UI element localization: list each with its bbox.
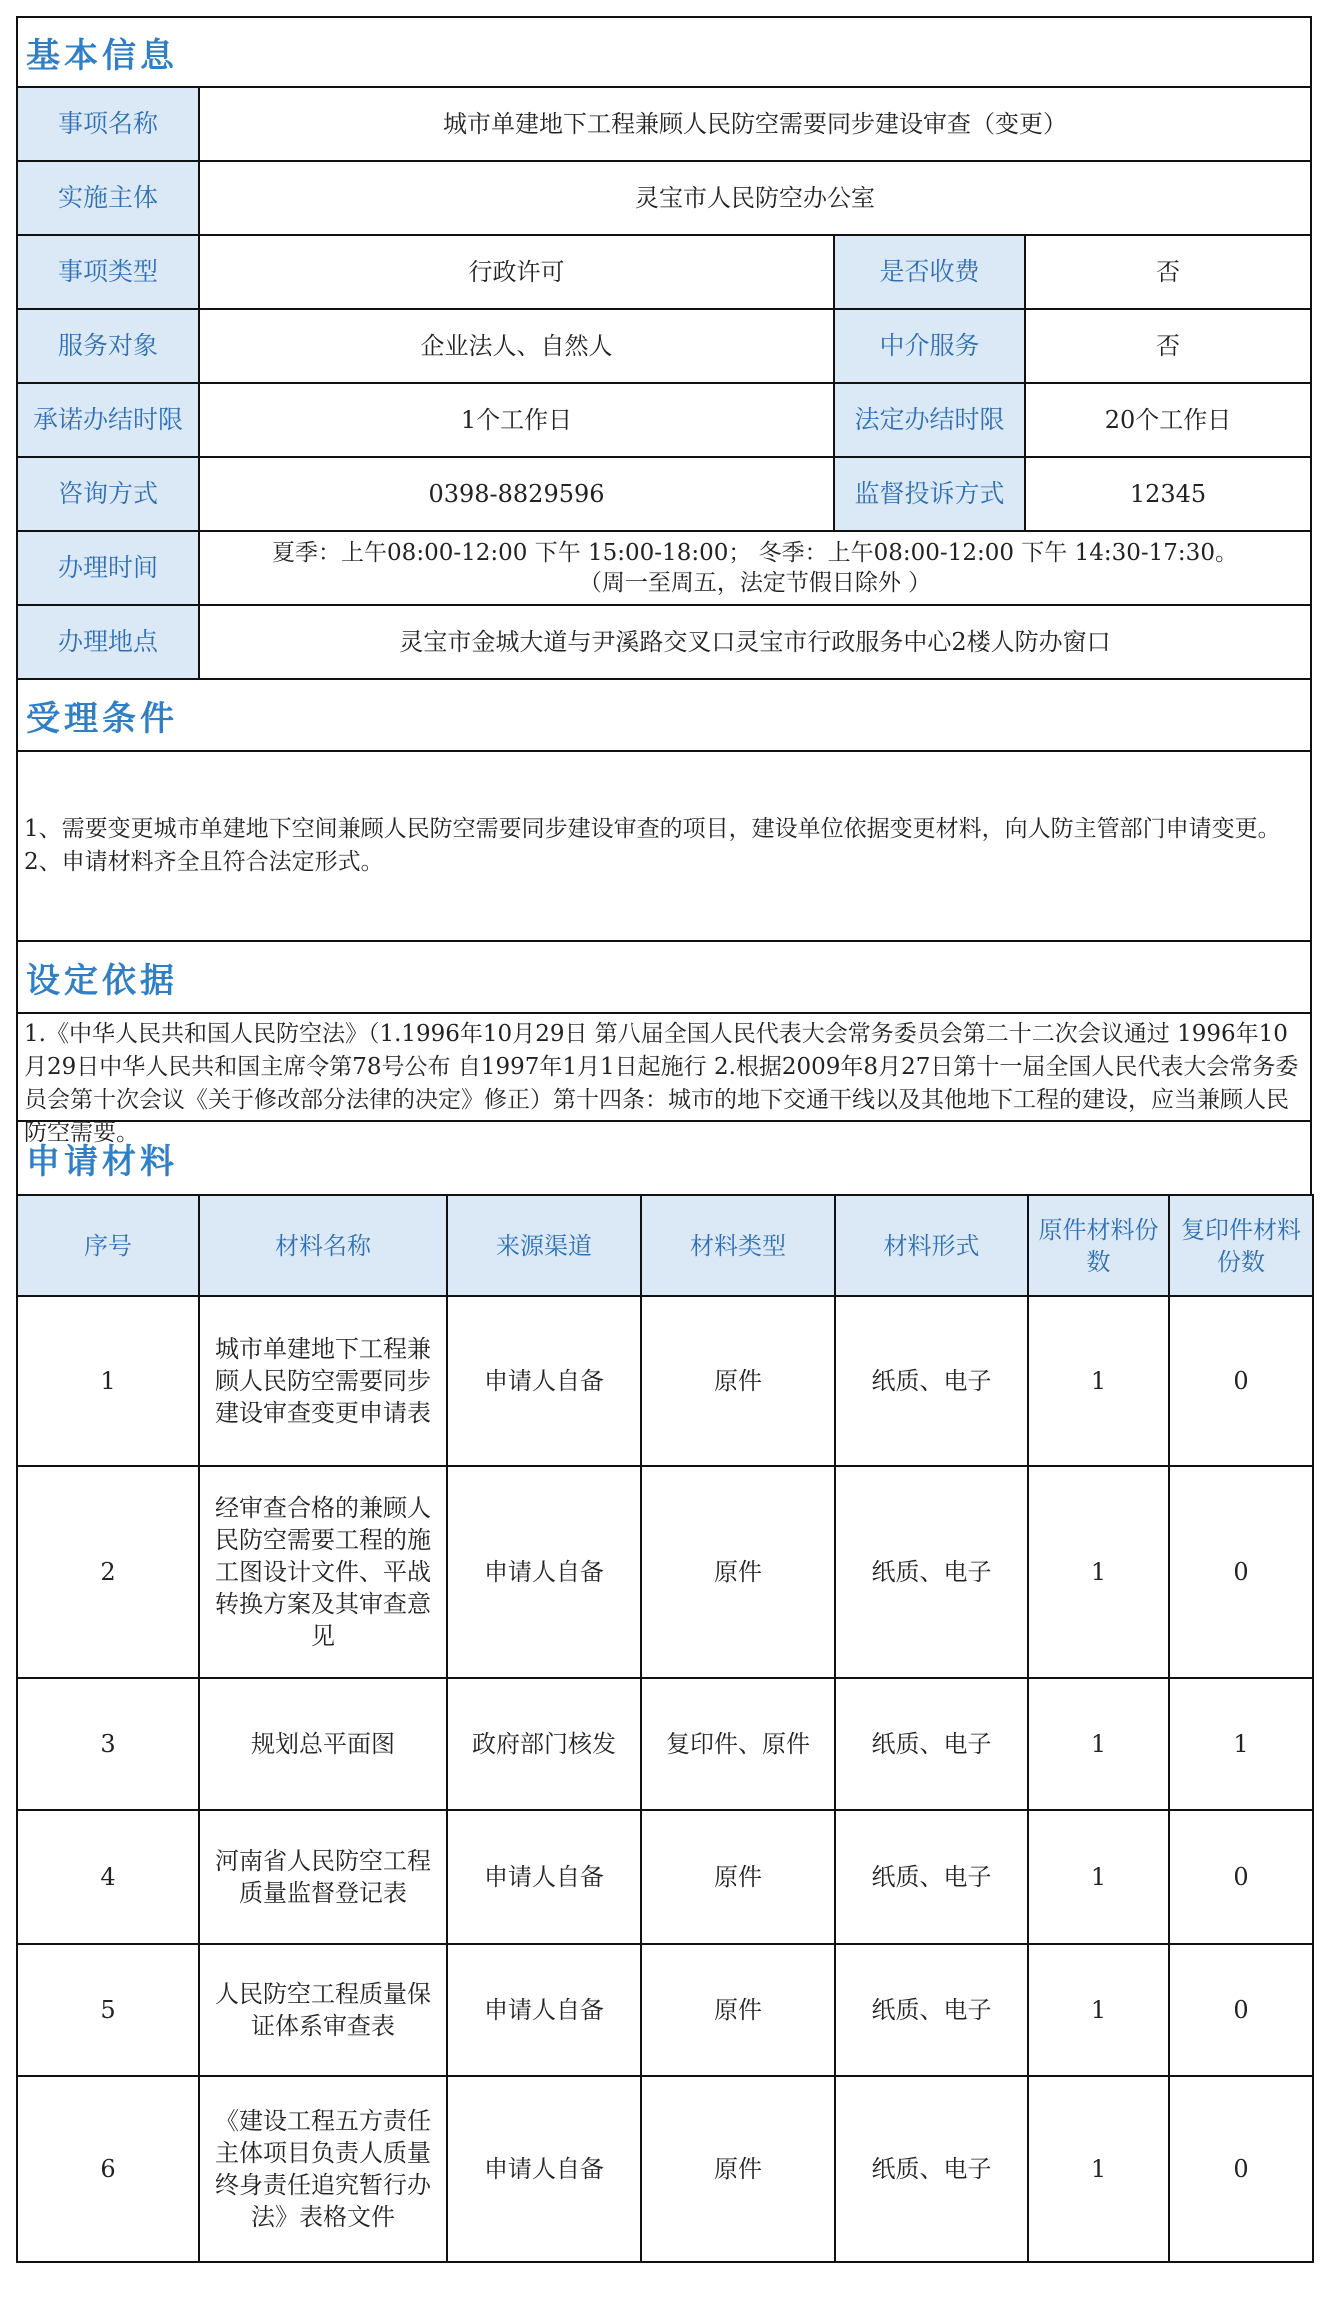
row-subject xyxy=(16,162,1312,236)
row-address xyxy=(16,606,1312,680)
row-type: 原件 xyxy=(641,1810,835,1944)
conditions-text xyxy=(16,752,1312,942)
agency-label: 中介服务 xyxy=(835,310,1026,382)
row-form: 纸质、电子 xyxy=(835,1944,1028,2076)
row-contact xyxy=(16,458,1312,532)
fee-value: 否 xyxy=(1156,258,1180,286)
row-material-name: 城市单建地下工程兼顾人民防空需要同步建设审查变更申请表 xyxy=(199,1296,447,1466)
row-material-name: 河南省人民防空工程质量监督登记表 xyxy=(199,1810,447,1944)
header-type: 材料类型 xyxy=(641,1195,835,1296)
row-source: 申请人自备 xyxy=(447,1944,641,2076)
table-row xyxy=(17,2076,1313,2262)
target-label: 服务对象 xyxy=(18,310,200,382)
hours-value xyxy=(200,532,1310,604)
header-source: 来源渠道 xyxy=(447,1195,641,1296)
row-source: 政府部门核发 xyxy=(447,1678,641,1810)
materials-header-row xyxy=(17,1195,1313,1296)
row-type: 复印件、原件 xyxy=(641,1678,835,1810)
row-form: 纸质、电子 xyxy=(835,1678,1028,1810)
row-original-count: 1 xyxy=(1028,1466,1169,1678)
consult-value: 0398-8829596 xyxy=(200,458,835,530)
row-original-count: 1 xyxy=(1028,2076,1169,2262)
promise-value: 1个工作日 xyxy=(200,384,835,456)
subject-value: 灵宝市人民防空办公室 xyxy=(635,184,875,212)
table-row xyxy=(17,1944,1313,2076)
row-form: 纸质、电子 xyxy=(835,1810,1028,1944)
address-label: 办理地点 xyxy=(18,606,200,678)
complaint-value: 12345 xyxy=(1129,480,1207,508)
header-form: 材料形式 xyxy=(835,1195,1028,1296)
item-name-value: 城市单建地下工程兼顾人民防空需要同步建设审查（变更） xyxy=(443,110,1067,138)
promise-label: 承诺办结时限 xyxy=(18,384,200,456)
row-index: 4 xyxy=(17,1810,199,1944)
address-value: 灵宝市金城大道与尹溪路交叉口灵宝市行政服务中心2楼人防办窗口 xyxy=(399,628,1111,656)
row-type: 原件 xyxy=(641,2076,835,2262)
table-row xyxy=(17,1678,1313,1810)
row-material-name: 规划总平面图 xyxy=(199,1678,447,1810)
section-basis xyxy=(16,942,1312,1014)
fee-label: 是否收费 xyxy=(835,236,1026,308)
row-original-count: 1 xyxy=(1028,1810,1169,1944)
row-copy-count: 0 xyxy=(1169,1466,1313,1678)
section-title: 受理条件 xyxy=(26,698,178,739)
row-source: 申请人自备 xyxy=(447,1466,641,1678)
basis-text xyxy=(16,1014,1312,1146)
consult-label: 咨询方式 xyxy=(18,458,200,530)
basis-paragraph: 1.《中华人民共和国人民防空法》（1.1996年10月29日 第八届全国人民代表大会常务委员会第二十二次会议通过 1996年10月29日中华人民共和国主席令第78号公布 自1997年1月1日起施行 2.根据2009年8月27日第十一届全国人民代表大会常务委员会第十次会议《关于修改部分法律的决定》修正）第十四条：城市的地下交通干线以及其他地下工程的建设，应当兼顾人民防空需要。 xyxy=(24,1021,1299,1146)
type-value: 行政许可 xyxy=(200,236,835,308)
row-type: 原件 xyxy=(641,1296,835,1466)
item-name-label: 事项名称 xyxy=(18,88,200,160)
hours-line-2: （周一至周五，法定节假日除外 ） xyxy=(578,570,932,596)
header-original-count: 原件材料份数 xyxy=(1028,1195,1169,1296)
header-name: 材料名称 xyxy=(199,1195,447,1296)
row-original-count: 1 xyxy=(1028,1678,1169,1810)
section-title: 基本信息 xyxy=(26,35,178,76)
agency-value: 否 xyxy=(1156,332,1180,360)
row-index: 6 xyxy=(17,2076,199,2262)
section-title: 设定依据 xyxy=(26,960,178,1001)
row-source: 申请人自备 xyxy=(447,2076,641,2262)
hours-line-1: 夏季：上午08:00-12:00 下午 15:00-18:00； 冬季：上午08:00-12:00 下午 14:30-17:30。 xyxy=(272,540,1238,566)
row-material-name: 人民防空工程质量保证体系审查表 xyxy=(199,1944,447,2076)
row-original-count: 1 xyxy=(1028,1944,1169,2076)
row-copy-count: 0 xyxy=(1169,1944,1313,2076)
type-label: 事项类型 xyxy=(18,236,200,308)
row-type: 原件 xyxy=(641,1466,835,1678)
row-item-name xyxy=(16,88,1312,162)
row-target xyxy=(16,310,1312,384)
row-copy-count: 0 xyxy=(1169,2076,1313,2262)
row-form: 纸质、电子 xyxy=(835,1466,1028,1678)
row-index: 1 xyxy=(17,1296,199,1466)
table-row xyxy=(17,1296,1313,1466)
conditions-paragraph: 1、需要变更城市单建地下空间兼顾人民防空需要同步建设审查的项目，建设单位依据变更材料，向人防主管部门申请变更。2、申请材料齐全且符合法定形式。 xyxy=(24,816,1281,875)
row-index: 5 xyxy=(17,1944,199,2076)
row-source: 申请人自备 xyxy=(447,1296,641,1466)
section-conditions xyxy=(16,680,1312,752)
materials-table xyxy=(16,1194,1314,2263)
legal-value: 20个工作日 xyxy=(1104,406,1232,434)
row-copy-count: 0 xyxy=(1169,1810,1313,1944)
row-form: 纸质、电子 xyxy=(835,1296,1028,1466)
complaint-label: 监督投诉方式 xyxy=(835,458,1026,530)
row-material-name: 经审查合格的兼顾人民防空需要工程的施工图设计文件、平战转换方案及其审查意见 xyxy=(199,1466,447,1678)
subject-label: 实施主体 xyxy=(18,162,200,234)
service-guide-sheet xyxy=(16,16,1312,2263)
section-title: 申请材料 xyxy=(26,1141,178,1182)
legal-label: 法定办结时限 xyxy=(835,384,1026,456)
header-copy-count: 复印件材料份数 xyxy=(1169,1195,1313,1296)
row-type: 原件 xyxy=(641,1944,835,2076)
row-time-limit xyxy=(16,384,1312,458)
hours-label: 办理时间 xyxy=(18,532,200,604)
header-index: 序号 xyxy=(17,1195,199,1296)
row-copy-count: 0 xyxy=(1169,1296,1313,1466)
target-value: 企业法人、自然人 xyxy=(200,310,835,382)
table-row xyxy=(17,1810,1313,1944)
row-index: 2 xyxy=(17,1466,199,1678)
row-material-name: 《建设工程五方责任主体项目负责人质量终身责任追究暂行办法》表格文件 xyxy=(199,2076,447,2262)
row-form: 纸质、电子 xyxy=(835,2076,1028,2262)
table-row xyxy=(17,1466,1313,1678)
row-index: 3 xyxy=(17,1678,199,1810)
row-source: 申请人自备 xyxy=(447,1810,641,1944)
row-hours xyxy=(16,532,1312,606)
row-type xyxy=(16,236,1312,310)
row-original-count: 1 xyxy=(1028,1296,1169,1466)
row-copy-count: 1 xyxy=(1169,1678,1313,1810)
section-basic-info xyxy=(16,16,1312,88)
